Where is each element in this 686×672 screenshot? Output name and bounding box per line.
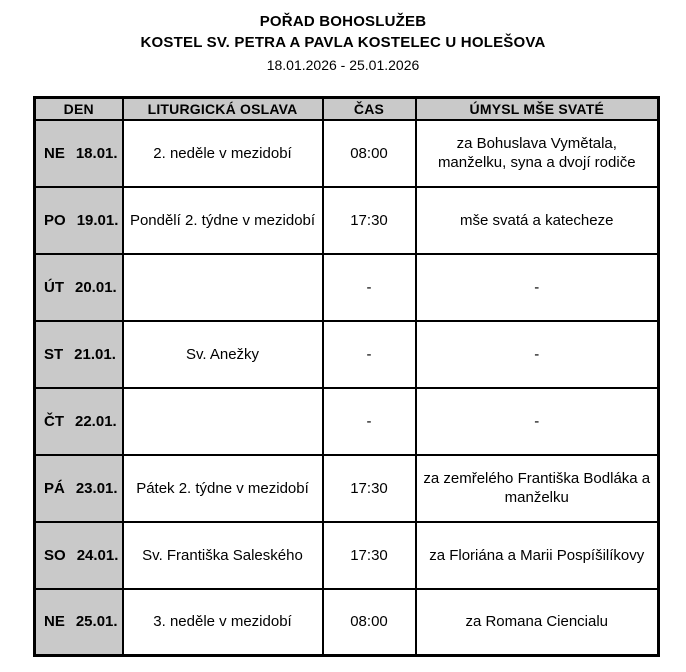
- table-row: [35, 455, 659, 522]
- day-date: 23.01.: [75, 479, 118, 497]
- header-time: ČAS: [323, 98, 416, 120]
- intention-cell: za Romana Ciencialu: [416, 589, 659, 656]
- day-date: 20.01.: [75, 278, 117, 296]
- table-row: [35, 254, 659, 321]
- time-cell: -: [323, 254, 416, 321]
- celebration-cell: Sv. Františka Saleského: [123, 522, 323, 589]
- table-row: [35, 522, 659, 589]
- day-abbr: PÁ: [44, 479, 65, 497]
- day-abbr: SO: [44, 546, 66, 564]
- day-cell: [35, 187, 123, 254]
- day-abbr: NE: [44, 613, 65, 631]
- intention-cell: za Floriána a Marii Pospíšilíkovy: [416, 522, 659, 589]
- celebration-cell: [123, 254, 323, 321]
- day-cell: [35, 120, 123, 187]
- page-title: POŘAD BOHOSLUŽEB: [259, 13, 427, 30]
- time-cell: 08:00: [323, 120, 416, 187]
- intention-cell: -: [416, 321, 659, 388]
- celebration-cell: Pátek 2. týdne v mezidobí: [123, 455, 323, 522]
- day-date: 21.01.: [74, 345, 116, 363]
- header-day: DEN: [35, 98, 123, 120]
- intention-cell: za zemřelého Františka Bodláka a manželku: [416, 455, 659, 522]
- time-cell: 17:30: [323, 187, 416, 254]
- intention-cell: -: [416, 388, 659, 455]
- title-block: [0, 0, 686, 75]
- header-celebration: LITURGICKÁ OSLAVA: [123, 98, 323, 120]
- table-row: [35, 187, 659, 254]
- day-date: 18.01.: [75, 144, 118, 162]
- day-cell: [35, 455, 123, 522]
- header-intention: ÚMYSL MŠE SVATÉ: [416, 98, 659, 120]
- day-date: 19.01.: [76, 211, 119, 229]
- celebration-cell: Sv. Anežky: [123, 321, 323, 388]
- celebration-cell: [123, 388, 323, 455]
- celebration-cell: Pondělí 2. týdne v mezidobí: [123, 187, 323, 254]
- celebration-cell: 3. neděle v mezidobí: [123, 589, 323, 656]
- intention-cell: -: [416, 254, 659, 321]
- date-range: 18.01.2026 - 25.01.2026: [266, 57, 420, 73]
- day-cell: [35, 321, 123, 388]
- day-date: 22.01.: [75, 412, 117, 430]
- day-date: 25.01.: [75, 613, 118, 631]
- time-cell: -: [323, 321, 416, 388]
- schedule-table: [33, 96, 660, 657]
- celebration-cell: 2. neděle v mezidobí: [123, 120, 323, 187]
- day-abbr: ČT: [44, 412, 64, 430]
- day-cell: [35, 254, 123, 321]
- time-cell: 17:30: [323, 455, 416, 522]
- header-row: [35, 98, 659, 120]
- intention-cell: mše svatá a katecheze: [416, 187, 659, 254]
- time-cell: -: [323, 388, 416, 455]
- church-name: KOSTEL SV. PETRA A PAVLA KOSTELEC U HOLEŠOVA: [140, 34, 546, 51]
- table-row: [35, 321, 659, 388]
- day-abbr: PO: [44, 211, 66, 229]
- time-cell: 08:00: [323, 589, 416, 656]
- intention-cell: za Bohuslava Vymětala, manželku, syna a dvojí rodiče: [416, 120, 659, 187]
- time-cell: 17:30: [323, 522, 416, 589]
- day-abbr: NE: [44, 144, 65, 162]
- table-row: [35, 589, 659, 656]
- day-abbr: ÚT: [44, 278, 64, 296]
- table-row: [35, 120, 659, 187]
- day-date: 24.01.: [76, 546, 119, 564]
- table-row: [35, 388, 659, 455]
- day-cell: [35, 388, 123, 455]
- day-cell: [35, 522, 123, 589]
- day-cell: [35, 589, 123, 656]
- day-abbr: ST: [44, 345, 64, 363]
